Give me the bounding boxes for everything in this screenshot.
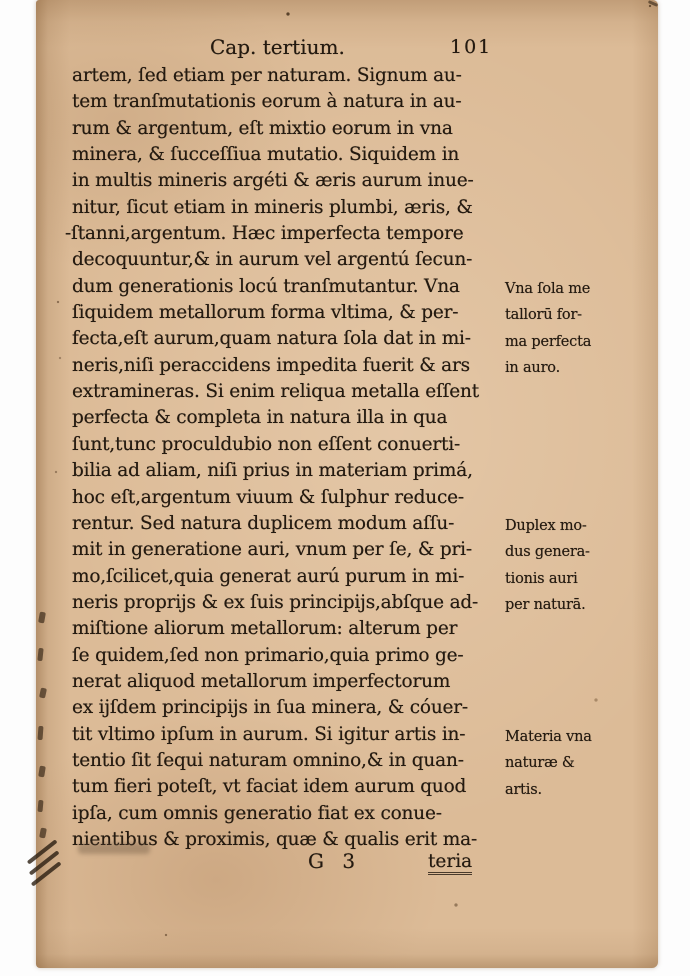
body-line: -ſtanni,argentum. Hæc imperfecta tempore <box>65 223 464 245</box>
body-line: tum fieri poteſt, vt faciat idem aurum quod <box>72 776 467 798</box>
body-line: decoquuntur,& in aurum vel argentú ſecun- <box>72 249 473 271</box>
body-line: extramineras. Si enim reliqua metalla eſſent <box>72 381 479 403</box>
margin-note-line: tionis auri <box>505 570 578 587</box>
body-line: tentio ſit ſequi naturam omnino,& in quan- <box>72 749 464 771</box>
body-line: mit in generatione auri, vnum per ſe, & pri- <box>72 539 472 561</box>
page-number: 101 <box>450 36 493 58</box>
signature-mark: G 3 <box>308 849 362 873</box>
body-line: dum generationis locú tranſmutantur. Vna <box>72 275 460 297</box>
body-line: in multis mineris argéti & æris aurum inue- <box>72 170 474 192</box>
margin-note <box>505 276 591 381</box>
body-line: neris,niſi peraccidens impedita fuerit & ars <box>72 354 470 376</box>
margin-note-line: Vna ſola me <box>505 281 591 297</box>
body-line: fecta,eſt aurum,quam natura ſola dat in mi- <box>72 328 471 350</box>
margin-note-line: Materia vna <box>505 729 592 745</box>
body-line: ipſa, cum omnis generatio fiat ex conue- <box>72 802 442 824</box>
body-line: artem, ſed etiam per naturam. Signum au- <box>72 65 462 86</box>
margin-note-line: artis. <box>505 781 542 798</box>
body-line: ſunt,tunc proculdubio non eſſent conuerti- <box>72 433 461 455</box>
body-line: mo,ſcilicet,quia generat aurú purum in mi- <box>72 565 465 587</box>
body-line: ex ijſdem principijs in ſua minera, & cóuer- <box>72 697 468 719</box>
body-line: nientibus & proximis, quæ & qualis erit ma- <box>72 828 478 850</box>
body-line: minera, & ſucceſſiua mutatio. Siquidem in <box>72 144 460 166</box>
ink-mark <box>648 0 658 7</box>
body-line: hoc eſt,argentum viuum & ſulphur reduce- <box>72 486 464 508</box>
body-line: tit vltimo ipſum in aurum. Si igitur artis in- <box>72 723 466 745</box>
body-line: ſiquidem metallorum forma vltima, & per- <box>72 302 459 324</box>
body-line: nitur, ſicut etiam in mineris plumbi, æris, & <box>72 196 473 218</box>
body-line: bilia ad aliam, niſi prius in materiam primá, <box>72 460 473 482</box>
margin-note-line: per naturā. <box>505 597 586 614</box>
margin-note-line: naturæ & <box>505 755 575 772</box>
body-line: perfecta & completa in natura illa in qua <box>72 407 448 429</box>
margin-note-line: tallorū for- <box>505 307 582 324</box>
body-line: rum & argentum, eſt mixtio eorum in vna <box>72 117 453 139</box>
chapter-title: Cap. tertium. <box>210 35 345 59</box>
book-page <box>36 0 658 968</box>
margin-note-line: Duplex mo- <box>505 518 587 534</box>
body-line: miſtione aliorum metallorum: alterum per <box>72 618 458 640</box>
margin-note <box>505 513 590 618</box>
margin-note <box>505 724 592 803</box>
margin-note-line: dus genera- <box>505 544 590 561</box>
catchword: teria <box>428 851 472 875</box>
margin-note-line: in auro. <box>505 360 560 377</box>
body-text <box>65 63 479 853</box>
body-line: neris proprijs & ex ſuis principijs,abſque ad- <box>72 591 479 613</box>
body-line: ſe quidem,ſed non primario,quia primo ge- <box>72 644 464 666</box>
body-line: rentur. Sed natura duplicem modum aſſu- <box>72 512 455 534</box>
ink-smudge <box>78 843 150 854</box>
body-line: nerat aliquod metallorum imperfectorum <box>72 670 451 692</box>
margin-note-line: ma perfecta <box>505 333 592 350</box>
body-line: tem tranſmutationis eorum à natura in au- <box>72 91 462 113</box>
